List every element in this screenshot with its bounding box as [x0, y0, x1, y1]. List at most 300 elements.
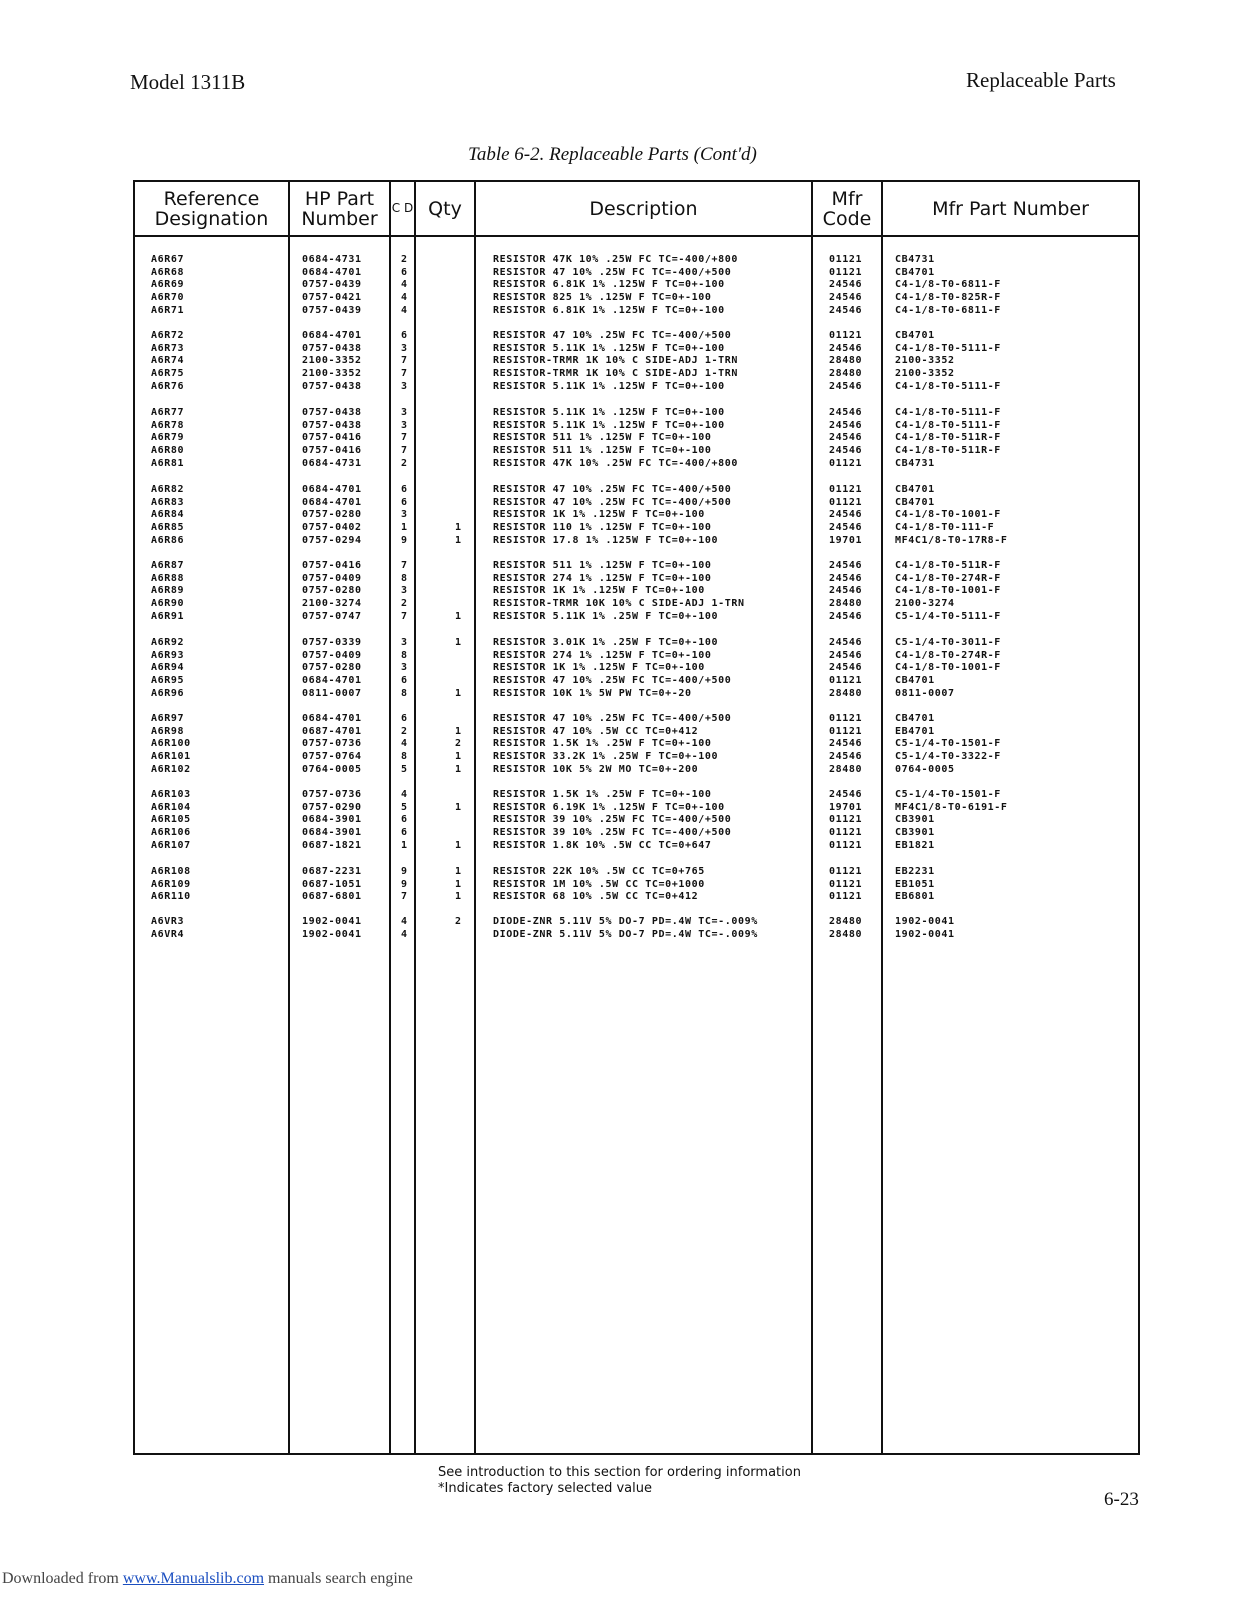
cell-mfr: C5-1/4-T0-5111-F — [895, 610, 1001, 622]
table-row — [135, 597, 1138, 610]
cell-desc: RESISTOR 47 10% .25W FC TC=-400/+500 — [493, 496, 732, 508]
cell-desc: RESISTOR 5.11K 1% .125W F TC=0+-100 — [493, 419, 725, 431]
cell-mfr: CB3901 — [895, 827, 935, 839]
cell-mfr: C4-1/8-T0-5111-F — [895, 342, 1001, 354]
cell-desc: RESISTOR 1K 1% .125W F TC=0+-100 — [493, 509, 705, 521]
manualslib-link[interactable]: www.Manualslib.com — [122, 1570, 265, 1587]
cell-desc: RESISTOR-TRMR 1K 10% C SIDE-ADJ 1-TRN — [493, 355, 738, 367]
cell-mfr: C4-1/8-T0-1001-F — [895, 662, 1001, 674]
cell-cd: 7 — [401, 355, 408, 367]
cell-ref: A6R88 — [151, 572, 185, 584]
cell-ref: A6R90 — [151, 598, 185, 610]
table-title: Table 6-2. Replaceable Parts (Cont'd) — [468, 144, 757, 165]
footer-prefix: Downloaded from — [2, 1570, 123, 1587]
cell-code: 24546 — [829, 380, 863, 392]
cell-ref: A6R93 — [151, 649, 185, 661]
cell-desc: RESISTOR 1.5K 1% .25W F TC=0+-100 — [493, 789, 712, 800]
cell-ref: A6VR4 — [151, 928, 185, 940]
cell-code: 24546 — [829, 610, 863, 622]
cell-mfr: C4-1/8-T0-1001-F — [895, 585, 1001, 597]
cell-hp: 0684-4701 — [302, 713, 362, 724]
cell-desc: RESISTOR 22K 10% .5W CC TC=0+765 — [493, 866, 705, 877]
column-header-ref: Reference Designation — [154, 187, 269, 230]
table-row — [135, 712, 1138, 725]
cell-qty: 2 — [455, 916, 462, 927]
cell-ref: A6R72 — [151, 330, 185, 341]
table-row — [135, 444, 1138, 457]
cell-desc: RESISTOR 33.2K 1% .25W F TC=0+-100 — [493, 751, 719, 763]
cell-code: 01121 — [829, 827, 863, 839]
cell-code: 24546 — [829, 292, 863, 304]
cell-cd: 5 — [401, 801, 408, 813]
cell-hp: 0757-0736 — [302, 738, 362, 750]
cell-ref: A6R79 — [151, 432, 185, 444]
cell-code: 24546 — [829, 572, 863, 584]
cell-mfr: EB1821 — [895, 839, 935, 851]
cell-ref: A6R71 — [151, 304, 185, 316]
cell-mfr: C4-1/8-T0-5111-F — [895, 407, 1001, 418]
header-divider — [135, 235, 1138, 237]
cell-code: 24546 — [829, 662, 863, 674]
cell-desc: RESISTOR 47 10% .5W CC TC=0+412 — [493, 725, 699, 737]
cell-desc: RESISTOR 511 1% .125W F TC=0+-100 — [493, 432, 712, 444]
cell-hp: 0757-0438 — [302, 419, 362, 431]
cell-cd: 7 — [401, 891, 408, 903]
cell-hp: 0757-0438 — [302, 380, 362, 392]
cell-code: 24546 — [829, 445, 863, 457]
table-row — [135, 534, 1138, 547]
cell-qty: 1 — [455, 751, 462, 763]
cell-hp: 0684-3901 — [302, 827, 362, 839]
cell-code: 24546 — [829, 419, 863, 431]
cell-hp: 2100-3352 — [302, 355, 362, 367]
cell-mfr: C5-1/4-T0-3322-F — [895, 751, 1001, 763]
cell-ref: A6R97 — [151, 713, 185, 724]
column-header-cd: C D — [391, 201, 414, 215]
cell-hp: 0757-0409 — [302, 572, 362, 584]
cell-cd: 7 — [401, 368, 408, 380]
cell-cd: 3 — [401, 419, 408, 431]
table-row — [135, 406, 1138, 419]
table-row — [135, 584, 1138, 597]
cell-ref: A6R92 — [151, 637, 185, 648]
cell-desc: RESISTOR 17.8 1% .125W F TC=0+-100 — [493, 534, 719, 546]
page-number: 6-23 — [1104, 1489, 1139, 1510]
cell-cd: 4 — [401, 304, 408, 316]
cell-code: 24546 — [829, 304, 863, 316]
cell-desc: RESISTOR 10K 5% 2W MO TC=0+-200 — [493, 763, 699, 775]
cell-cd: 4 — [401, 789, 408, 800]
cell-desc: RESISTOR 47 10% .25W FC TC=-400/+500 — [493, 266, 732, 278]
parts-table — [133, 180, 1140, 1455]
cell-code: 01121 — [829, 891, 863, 903]
cell-cd: 9 — [401, 878, 408, 890]
cell-desc: RESISTOR 110 1% .125W F TC=0+-100 — [493, 522, 712, 534]
table-row — [135, 342, 1138, 355]
cell-desc: RESISTOR 5.11K 1% .125W F TC=0+-100 — [493, 407, 725, 418]
cell-ref: A6R107 — [151, 839, 191, 851]
column-header-desc: Description — [589, 197, 698, 220]
table-row — [135, 419, 1138, 432]
cell-ref: A6R69 — [151, 279, 185, 291]
cell-ref: A6R83 — [151, 496, 185, 508]
cell-hp: 2100-3274 — [302, 598, 362, 610]
cell-ref: A6R76 — [151, 380, 185, 392]
cell-cd: 3 — [401, 585, 408, 597]
cell-hp: 0811-0007 — [302, 687, 362, 699]
table-row — [135, 572, 1138, 585]
cell-ref: A6R86 — [151, 534, 185, 546]
cell-ref: A6R94 — [151, 662, 185, 674]
cell-hp: 0684-4731 — [302, 254, 362, 265]
cell-desc: RESISTOR 1K 1% .125W F TC=0+-100 — [493, 585, 705, 597]
cell-mfr: 1902-0041 — [895, 928, 955, 940]
cell-cd: 6 — [401, 484, 408, 495]
cell-hp: 0757-0339 — [302, 637, 362, 648]
cell-ref: A6R95 — [151, 675, 185, 687]
cell-ref: A6R82 — [151, 484, 185, 495]
cell-hp: 0687-4701 — [302, 725, 362, 737]
table-row — [135, 725, 1138, 738]
cell-desc: RESISTOR-TRMR 1K 10% C SIDE-ADJ 1-TRN — [493, 368, 738, 380]
table-row — [135, 380, 1138, 393]
cell-hp: 0757-0290 — [302, 801, 362, 813]
table-row — [135, 839, 1138, 852]
table-row — [135, 483, 1138, 496]
cell-ref: A6R80 — [151, 445, 185, 457]
footer-suffix: manuals search engine — [264, 1570, 413, 1587]
cell-desc: RESISTOR 47K 10% .25W FC TC=-400/+800 — [493, 254, 738, 265]
cell-qty: 1 — [455, 878, 462, 890]
cell-cd: 6 — [401, 496, 408, 508]
table-row — [135, 915, 1138, 928]
cell-cd: 6 — [401, 814, 408, 826]
cell-mfr: CB4701 — [895, 266, 935, 278]
cell-cd: 3 — [401, 380, 408, 392]
cell-desc: RESISTOR 47 10% .25W FC TC=-400/+500 — [493, 675, 732, 687]
cell-hp: 0757-0280 — [302, 509, 362, 521]
cell-cd: 2 — [401, 725, 408, 737]
cell-qty: 1 — [455, 687, 462, 699]
cell-cd: 7 — [401, 610, 408, 622]
cell-desc: RESISTOR 6.81K 1% .125W F TC=0+-100 — [493, 304, 725, 316]
cell-code: 01121 — [829, 496, 863, 508]
cell-desc: DIODE-ZNR 5.11V 5% DO-7 PD=.4W TC=-.009% — [493, 916, 758, 927]
cell-ref: A6R105 — [151, 814, 191, 826]
table-row — [135, 559, 1138, 572]
cell-cd: 8 — [401, 649, 408, 661]
cell-desc: RESISTOR 5.11K 1% .25W F TC=0+-100 — [493, 610, 719, 622]
table-row — [135, 878, 1138, 891]
cell-mfr: C4-1/8-T0-1001-F — [895, 509, 1001, 521]
cell-mfr: C4-1/8-T0-825R-F — [895, 292, 1001, 304]
cell-qty: 1 — [455, 763, 462, 775]
cell-hp: 0757-0747 — [302, 610, 362, 622]
cell-mfr: 2100-3274 — [895, 598, 955, 610]
cell-hp: 0684-4701 — [302, 330, 362, 341]
cell-hp: 1902-0041 — [302, 928, 362, 940]
cell-hp: 0757-0439 — [302, 304, 362, 316]
cell-code: 19701 — [829, 534, 863, 546]
cell-cd: 7 — [401, 560, 408, 571]
cell-qty: 1 — [455, 725, 462, 737]
cell-hp: 1902-0041 — [302, 916, 362, 927]
cell-mfr: CB4701 — [895, 484, 935, 495]
cell-code: 01121 — [829, 254, 863, 265]
cell-qty: 1 — [455, 839, 462, 851]
cell-desc: RESISTOR 1K 1% .125W F TC=0+-100 — [493, 662, 705, 674]
cell-cd: 7 — [401, 432, 408, 444]
cell-desc: RESISTOR 5.11K 1% .125W F TC=0+-100 — [493, 380, 725, 392]
cell-cd: 6 — [401, 827, 408, 839]
cell-hp: 0757-0280 — [302, 662, 362, 674]
download-footer — [2, 1570, 413, 1588]
cell-code: 24546 — [829, 649, 863, 661]
cell-code: 24546 — [829, 560, 863, 571]
cell-desc: RESISTOR 6.19K 1% .125W F TC=0+-100 — [493, 801, 725, 813]
cell-mfr: C4-1/8-T0-511R-F — [895, 432, 1001, 444]
cell-mfr: 2100-3352 — [895, 355, 955, 367]
table-row — [135, 457, 1138, 470]
table-row — [135, 687, 1138, 700]
cell-ref: A6R85 — [151, 522, 185, 534]
cell-code: 24546 — [829, 751, 863, 763]
cell-ref: A6R67 — [151, 254, 185, 265]
table-row — [135, 496, 1138, 509]
cell-mfr: C4-1/8-T0-511R-F — [895, 560, 1001, 571]
cell-code: 24546 — [829, 585, 863, 597]
table-row — [135, 649, 1138, 662]
cell-cd: 9 — [401, 866, 408, 877]
table-row — [135, 521, 1138, 534]
cell-code: 28480 — [829, 598, 863, 610]
cell-code: 24546 — [829, 789, 863, 800]
cell-cd: 1 — [401, 839, 408, 851]
cell-cd: 6 — [401, 330, 408, 341]
section-title: Replaceable Parts — [966, 68, 1116, 92]
notes — [438, 1465, 801, 1497]
cell-hp: 2100-3352 — [302, 368, 362, 380]
table-row — [135, 737, 1138, 750]
cell-desc: RESISTOR-TRMR 10K 10% C SIDE-ADJ 1-TRN — [493, 598, 745, 610]
cell-qty: 1 — [455, 637, 462, 648]
cell-mfr: MF4C1/8-T0-17R8-F — [895, 534, 1008, 546]
cell-code: 28480 — [829, 687, 863, 699]
cell-cd: 4 — [401, 916, 408, 927]
cell-mfr: CB4701 — [895, 675, 935, 687]
cell-mfr: C4-1/8-T0-111-F — [895, 522, 995, 534]
cell-hp: 0757-0438 — [302, 407, 362, 418]
cell-code: 01121 — [829, 713, 863, 724]
cell-mfr: CB4701 — [895, 496, 935, 508]
cell-hp: 0757-0416 — [302, 432, 362, 444]
cell-hp: 0757-0438 — [302, 342, 362, 354]
cell-cd: 2 — [401, 457, 408, 469]
cell-mfr: CB4731 — [895, 457, 935, 469]
cell-mfr: C4-1/8-T0-6811-F — [895, 279, 1001, 291]
cell-desc: RESISTOR 1.8K 10% .5W CC TC=0+647 — [493, 839, 712, 851]
table-row — [135, 278, 1138, 291]
cell-desc: RESISTOR 47K 10% .25W FC TC=-400/+800 — [493, 457, 738, 469]
cell-ref: A6R101 — [151, 751, 191, 763]
cell-code: 24546 — [829, 509, 863, 521]
cell-mfr: C5-1/4-T0-1501-F — [895, 789, 1001, 800]
cell-code: 24546 — [829, 279, 863, 291]
cell-code: 01121 — [829, 675, 863, 687]
table-row — [135, 304, 1138, 317]
cell-desc: RESISTOR 68 10% .5W CC TC=0+412 — [493, 891, 699, 903]
cell-mfr: 1902-0041 — [895, 916, 955, 927]
cell-code: 01121 — [829, 866, 863, 877]
cell-hp: 0757-0736 — [302, 789, 362, 800]
cell-desc: RESISTOR 6.81K 1% .125W F TC=0+-100 — [493, 279, 725, 291]
cell-ref: A6R74 — [151, 355, 185, 367]
column-header-qty: Qty — [428, 197, 462, 220]
column-header-mfr: Mfr Part Number — [932, 197, 1089, 220]
cell-qty: 1 — [455, 891, 462, 903]
cell-cd: 3 — [401, 509, 408, 521]
cell-qty: 2 — [455, 738, 462, 750]
cell-hp: 0684-4701 — [302, 496, 362, 508]
cell-cd: 4 — [401, 279, 408, 291]
cell-desc: RESISTOR 274 1% .125W F TC=0+-100 — [493, 572, 712, 584]
cell-hp: 0757-0294 — [302, 534, 362, 546]
cell-ref: A6R103 — [151, 789, 191, 800]
table-row — [135, 291, 1138, 304]
cell-code: 01121 — [829, 457, 863, 469]
cell-qty: 1 — [455, 801, 462, 813]
cell-mfr: 0764-0005 — [895, 763, 955, 775]
cell-cd: 3 — [401, 342, 408, 354]
cell-code: 28480 — [829, 355, 863, 367]
cell-ref: A6R110 — [151, 891, 191, 903]
cell-code: 28480 — [829, 928, 863, 940]
cell-ref: A6R68 — [151, 266, 185, 278]
cell-desc: RESISTOR 10K 1% 5W PW TC=0+-20 — [493, 687, 692, 699]
table-row — [135, 750, 1138, 763]
cell-code: 01121 — [829, 484, 863, 495]
cell-ref: A6R109 — [151, 878, 191, 890]
cell-ref: A6R91 — [151, 610, 185, 622]
cell-cd: 1 — [401, 522, 408, 534]
table-row — [135, 266, 1138, 279]
cell-ref: A6R98 — [151, 725, 185, 737]
cell-ref: A6R73 — [151, 342, 185, 354]
table-row — [135, 826, 1138, 839]
cell-mfr: EB6801 — [895, 891, 935, 903]
table-row — [135, 610, 1138, 623]
cell-ref: A6R89 — [151, 585, 185, 597]
cell-cd: 3 — [401, 637, 408, 648]
cell-cd: 4 — [401, 292, 408, 304]
cell-code: 24546 — [829, 407, 863, 418]
cell-mfr: EB4701 — [895, 725, 935, 737]
cell-cd: 9 — [401, 534, 408, 546]
cell-desc: RESISTOR 511 1% .125W F TC=0+-100 — [493, 560, 712, 571]
cell-hp: 0684-3901 — [302, 814, 362, 826]
table-row — [135, 763, 1138, 776]
cell-hp: 0757-0402 — [302, 522, 362, 534]
cell-qty: 1 — [455, 866, 462, 877]
column-header-code: Mfr Code — [822, 187, 872, 230]
cell-ref: A6R84 — [151, 509, 185, 521]
cell-ref: A6R102 — [151, 763, 191, 775]
cell-mfr: CB4701 — [895, 713, 935, 724]
cell-ref: A6R78 — [151, 419, 185, 431]
table-row — [135, 928, 1138, 941]
cell-mfr: C4-1/8-T0-6811-F — [895, 304, 1001, 316]
cell-mfr: C5-1/4-T0-3011-F — [895, 637, 1001, 648]
table-row — [135, 813, 1138, 826]
cell-desc: RESISTOR 5.11K 1% .125W F TC=0+-100 — [493, 342, 725, 354]
cell-desc: DIODE-ZNR 5.11V 5% DO-7 PD=.4W TC=-.009% — [493, 928, 758, 940]
cell-hp: 0684-4731 — [302, 457, 362, 469]
cell-desc: RESISTOR 274 1% .125W F TC=0+-100 — [493, 649, 712, 661]
table-row — [135, 890, 1138, 903]
cell-desc: RESISTOR 39 10% .25W FC TC=-400/+500 — [493, 814, 732, 826]
cell-code: 28480 — [829, 763, 863, 775]
cell-mfr: C4-1/8-T0-511R-F — [895, 445, 1001, 457]
cell-hp: 0764-0005 — [302, 763, 362, 775]
cell-ref: A6R108 — [151, 866, 191, 877]
cell-qty: 1 — [455, 522, 462, 534]
cell-hp: 0757-0416 — [302, 445, 362, 457]
table-row — [135, 636, 1138, 649]
table-row — [135, 329, 1138, 342]
cell-cd: 5 — [401, 763, 408, 775]
cell-desc: RESISTOR 47 10% .25W FC TC=-400/+500 — [493, 713, 732, 724]
cell-hp: 0757-0280 — [302, 585, 362, 597]
cell-qty: 1 — [455, 610, 462, 622]
cell-qty: 1 — [455, 534, 462, 546]
cell-desc: RESISTOR 3.01K 1% .25W F TC=0+-100 — [493, 637, 719, 648]
cell-hp: 0757-0439 — [302, 279, 362, 291]
note-ordering: See introduction to this section for ordering information — [438, 1465, 801, 1480]
cell-hp: 0684-4701 — [302, 266, 362, 278]
cell-mfr: CB3901 — [895, 814, 935, 826]
cell-code: 24546 — [829, 432, 863, 444]
cell-cd: 8 — [401, 751, 408, 763]
cell-ref: A6R106 — [151, 827, 191, 839]
cell-cd: 6 — [401, 713, 408, 724]
cell-hp: 0684-4701 — [302, 484, 362, 495]
cell-hp: 0757-0416 — [302, 560, 362, 571]
cell-hp: 0684-4701 — [302, 675, 362, 687]
cell-ref: A6R70 — [151, 292, 185, 304]
cell-mfr: EB1051 — [895, 878, 935, 890]
cell-ref: A6R96 — [151, 687, 185, 699]
cell-desc: RESISTOR 511 1% .125W F TC=0+-100 — [493, 445, 712, 457]
cell-code: 01121 — [829, 878, 863, 890]
table-row — [135, 801, 1138, 814]
cell-cd: 7 — [401, 445, 408, 457]
cell-desc: RESISTOR 825 1% .125W F TC=0+-100 — [493, 292, 712, 304]
cell-code: 24546 — [829, 342, 863, 354]
cell-cd: 6 — [401, 675, 408, 687]
cell-code: 19701 — [829, 801, 863, 813]
cell-code: 01121 — [829, 814, 863, 826]
table-row — [135, 661, 1138, 674]
cell-desc: RESISTOR 47 10% .25W FC TC=-400/+500 — [493, 484, 732, 495]
cell-code: 01121 — [829, 266, 863, 278]
cell-ref: A6R87 — [151, 560, 185, 571]
cell-cd: 2 — [401, 598, 408, 610]
cell-mfr: CB4731 — [895, 254, 935, 265]
cell-mfr: 2100-3352 — [895, 368, 955, 380]
cell-ref: A6R100 — [151, 738, 191, 750]
model-label: Model 1311B — [130, 70, 246, 94]
cell-mfr: CB4701 — [895, 330, 935, 341]
